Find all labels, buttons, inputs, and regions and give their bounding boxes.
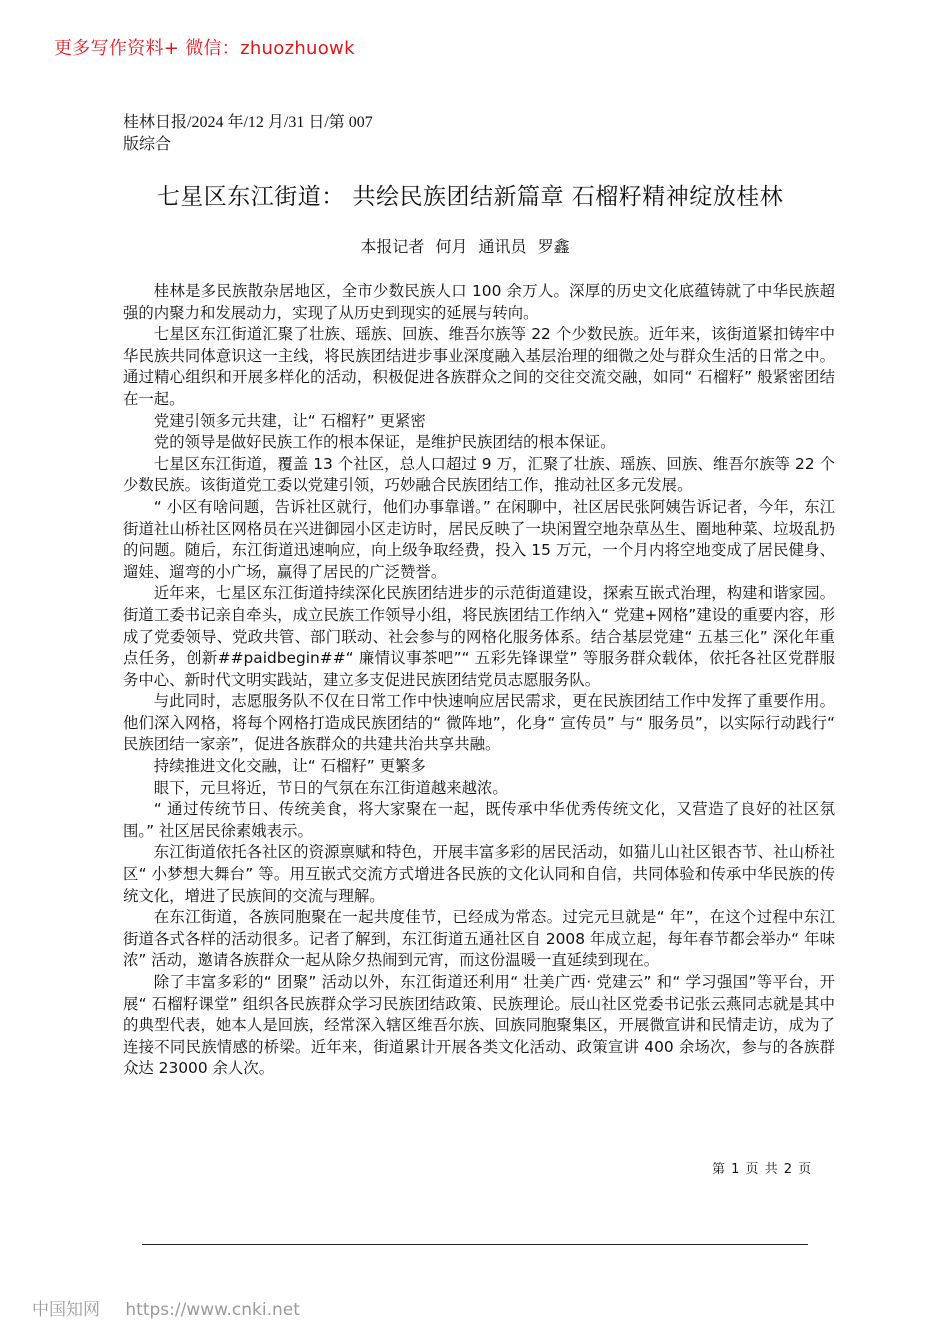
paragraph: 眼下，元旦将近，节日的气氛在东江街道越来越浓。 xyxy=(153,778,508,797)
cnki-footer xyxy=(32,1295,300,1320)
footer-divider xyxy=(142,1244,808,1245)
paragraph: 七星区东江街道汇聚了壮族、瑶族、回族、维吾尔族等 22 个少数民族。近年来，该街道紧扣铸牢中华民族共同体意识这一主线，将民族团结进步事业深度融入基层治理的细微之处与群众生活的日常之中。通过精心组织和开展多样化的活动，积极促进各族群众之间的交往交流交融，如同“ 石榴籽” 般紧密团结在一起。 xyxy=(123,325,835,408)
paragraph: 在东江街道，各族同胞聚在一起共度佳节，已经成为常态。过完元旦就是“ 年”，在这个过程中东江街道各式各样的活动很多。记者了解到，东江街道五通社区自 2008 年成立起，每年春节都会举办“ 年味浓” 活动，邀请各族群众一起从除夕热闹到元宵，而这份温暖一直延续到现在。 xyxy=(123,908,835,970)
section-heading: 党建引领多元共建，让“ 石榴籽” 更紧密 xyxy=(153,411,426,430)
paragraph: 党的领导是做好民族工作的根本保证，是维护民族团结的根本保证。 xyxy=(153,433,616,452)
article-body xyxy=(123,281,835,1080)
source-line-1: 桂林日报/2024 年/12 月/31 日/第 007 xyxy=(123,114,373,131)
source-citation xyxy=(123,112,403,156)
paragraph: 东江街道依托各社区的资源禀赋和特色，开展丰富多彩的居民活动，如猫儿山社区银杏节、社山桥社区“ 小梦想大舞台” 等。用互嵌式交流方式增进各民族的文化认同和自信，共同体验和传承中华民族的传统文化，增进了民族间的交流与理解。 xyxy=(123,843,835,905)
article-byline: 本报记者 何月 通讯员 罗鑫 xyxy=(360,237,570,256)
paragraph: 除了丰富多彩的“ 团聚” 活动以外，东江街道还利用“ 壮美广西· 党建云” 和“ 学习强国”等平台，开展“ 石榴籽课堂” 组织各民族群众学习民族团结政策、民族理论。辰山社区党委书记张云燕同志就是其中的典型代表，她本人是回族，经常深入辖区维吾尔族、回族同胞聚集区，开展微宣讲和民情走访，成为了连接不同民族情感的桥梁。近年来，街道累计开展各类文化活动、政策宣讲 400 余场次，参与的各族群众达 23000 余人次。 xyxy=(123,973,835,1078)
paragraph: “ 小区有啥问题，告诉社区就行，他们办事靠谱。” 在闲聊中，社区居民张阿姨告诉记者，今年，东江街道社山桥社区网格员在兴进御园小区走访时，居民反映了一块闲置空地杂草丛生、圈地种菜、垃圾乱扔的问题。随后，东江街道迅速响应，向上级争取经费，投入 15 万元，一个月内将空地变成了居民健身、遛娃、遛弯的小广场，赢得了居民的广泛赞誉。 xyxy=(123,497,835,581)
paragraph: 近年来，七星区东江街道持续深化民族团结进步的示范街道建设，探索互嵌式治理，构建和谐家园。街道工委书记亲自牵头，成立民族工作领导小组，将民族团结工作纳入“ 党建+网格”建设的重要内容，形成了党委领导、党政共管、部门联动、社会参与的网格化服务体系。结合基层党建“ 五基三化” 深化年重点任务，创新##paidbegin##“ 廉情议事茶吧”“ 五彩先锋课堂” 等服务群众载体，依托各社区党群服务中心、新时代文明实践站，建立多支促进民族团结党员志愿服务队。 xyxy=(123,584,835,689)
article-title: 七星区东江街道： 共绘民族团结新篇章 石榴籽精神绽放桂林 xyxy=(156,184,784,210)
cnki-site-name: 中国知网 xyxy=(32,1300,100,1320)
source-line-2: 版综合 xyxy=(123,136,172,153)
watermark-promo-text: 更多写作资料+ 微信：zhuozhuowk xyxy=(54,38,355,59)
page-indicator: 第 1 页 共 2 页 xyxy=(712,1162,813,1177)
paragraph: 与此同时，志愿服务队不仅在日常工作中快速响应居民需求，更在民族团结工作中发挥了重要作用。他们深入网格，将每个网格打造成民族团结的“ 微阵地”，化身“ 宣传员” 与“ 服务员”，以实际行动践行“ 民族团结一家亲”，促进各族群众的共建共治共享共融。 xyxy=(123,692,835,754)
paragraph: “ 通过传统节日、传统美食，将大家聚在一起，既传承中华优秀传统文化，又营造了良好的社区氛围。” 社区居民徐素娥表示。 xyxy=(123,800,835,840)
cnki-url[interactable]: https://www.cnki.net xyxy=(125,1300,300,1320)
section-heading: 持续推进文化交融，让“ 石榴籽” 更繁多 xyxy=(153,757,426,776)
paragraph: 七星区东江街道，覆盖 13 个社区，总人口超过 9 万，汇聚了壮族、瑶族、回族、维吾尔族等 22 个少数民族。该街道党工委以党建引领，巧妙融合民族团结工作，推动社区多元发展。 xyxy=(123,454,835,495)
paragraph: 桂林是多民族散杂居地区，全市少数民族人口 100 余万人。深厚的历史文化底蕴铸就了中华民族超强的内聚力和发展动力，实现了从历史到现实的延展与转向。 xyxy=(123,282,835,322)
